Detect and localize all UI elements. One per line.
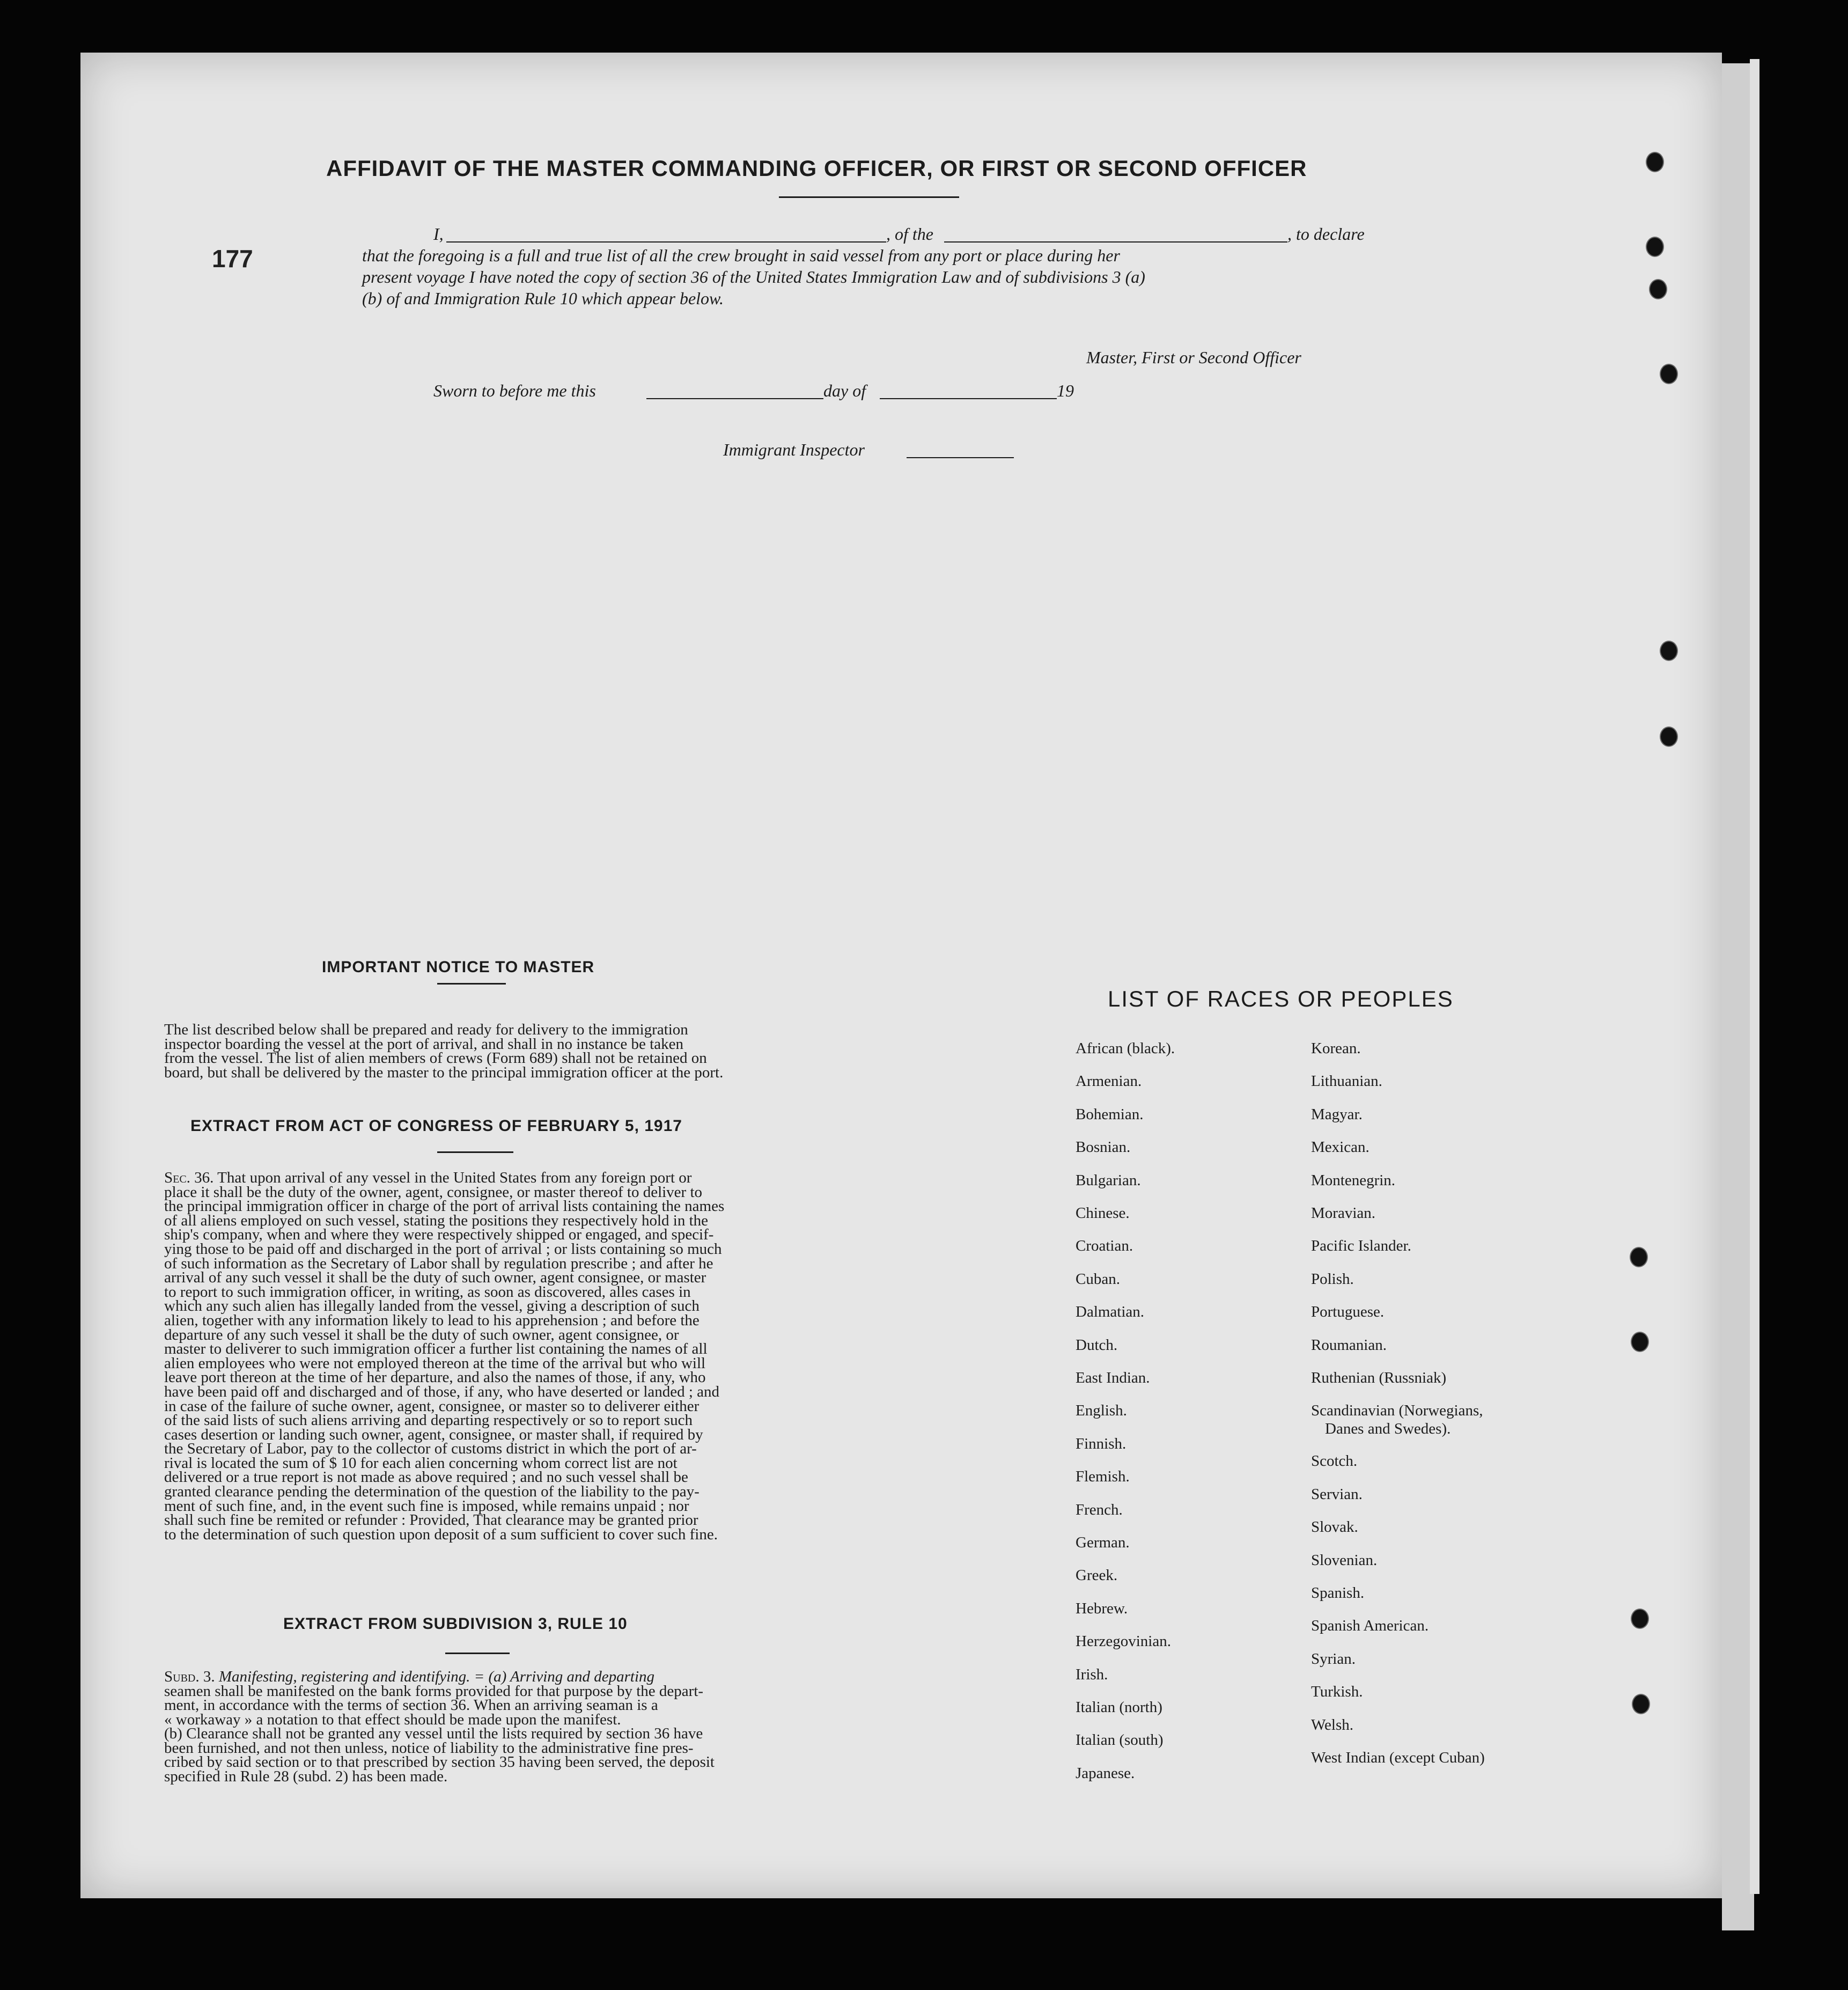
race-item: Finnish. <box>1076 1435 1127 1452</box>
race-item: Pacific Islander. <box>1311 1237 1411 1255</box>
race-item: Japanese. <box>1076 1764 1135 1782</box>
declarant-name-field[interactable] <box>446 241 886 243</box>
race-item: Lithuanian. <box>1311 1073 1382 1090</box>
sworn-day-field[interactable] <box>646 398 823 399</box>
race-item: Moravian. <box>1311 1205 1375 1222</box>
race-item: Spanish. <box>1311 1584 1365 1602</box>
race-item: Danes and Swedes). <box>1325 1420 1451 1438</box>
act-section-36: Sec. 36. That upon arrival of any vessel in the United States from any foreign port or place it shall be the duty of the owner, agent, consignee, or master thereof to deliver to the principal immigration officer in charge of the port of arrival lists containing the names of all aliens employed on such vessel, stating the positions they respectively hold in the ship's company, when and where they were respectively shipped or engaged, and specif- ying those to be paid off and discharged in the port of arrival ; or lists containing so much of such information as the Secretary of Labor shall by regulation prescribe ; and after he arrival of any such vessel it shall be the duty of such owner, agent consignee, or master to report to such immigration officer, in writing, as soon as discovered, alles cases in which any such alien has illegally landed from the vessel, giving a description of such alien, together with any information likely to lead to his apprehension ; and before the departure of any such vessel it shall be the duty of such owner, agent consignee, or master to deliverer to such immigration officer a further list containing the names of all alien employees who were not employed thereon at the time of the arrival but who will leave port thereon at the time of her departure, and also the names of those, if any, who have been paid off and discharged and of those, if any, who have deserted or landed ; and in case of the failure of suche owner, agent, consignee, or master so to deliverer either of the said lists of such aliens arriving and departing respectively or so to report such cases desertion or landing such owner, agent, consignee, or master shall, if required by the Secretary of Labor, pay to the collector of customs district in which the port of ar- rival is located the sum of $ 10 for each alien concerning whom correct list are not delivered or a true report is not made as above required ; and no such vessel shall be granted clearance pending the determination of the question of the liability to the pay- ment of such fine, and, in the event such fine is imposed, while remains unpaid ; nor shall such fine be remited or refunder : Provided, That clearance may be granted prior to the determination of such question upon deposit of a sum sufficient to cover such fine. <box>164 1169 725 1543</box>
race-item: Hebrew. <box>1076 1599 1128 1617</box>
notice-title: IMPORTANT NOTICE TO MASTER <box>322 958 595 976</box>
sworn-label: Sworn to before me this <box>433 381 596 400</box>
race-item: Servian. <box>1311 1485 1363 1503</box>
race-item: Spanish American. <box>1311 1617 1429 1635</box>
race-item: Syrian. <box>1311 1650 1356 1668</box>
page-number-stamp: 177 <box>212 245 253 273</box>
act-title: EXTRACT FROM ACT OF CONGRESS OF FEBRUARY 5, 1917 <box>190 1117 682 1135</box>
binder-hole <box>1631 1609 1649 1629</box>
page-edge-highlight <box>1750 59 1759 1894</box>
affidavit-line: present voyage I have noted the copy of section 36 of the United States Immigration Law and of subdivisions 3 (a) <box>362 267 1145 287</box>
inspector-label: Immigrant Inspector <box>723 440 865 459</box>
race-item: Polish. <box>1311 1270 1354 1288</box>
race-item: Korean. <box>1311 1040 1361 1057</box>
race-item: Croatian. <box>1076 1237 1133 1255</box>
inspector-signature-field[interactable] <box>907 457 1014 458</box>
binder-hole <box>1630 1247 1648 1267</box>
affidavit-title: AFFIDAVIT OF THE MASTER COMMANDING OFFICER, OR FIRST OR SECOND OFFICER <box>326 156 1307 181</box>
binder-hole <box>1631 1332 1649 1352</box>
page-edge <box>1722 63 1754 1930</box>
sworn-month-field[interactable] <box>880 398 1057 399</box>
vessel-name-field[interactable] <box>944 241 1287 243</box>
binder-hole <box>1660 726 1678 747</box>
race-item: Armenian. <box>1076 1073 1142 1090</box>
race-item: Mexican. <box>1311 1139 1370 1156</box>
races-title: LIST OF RACES OR PEOPLES <box>1108 986 1454 1011</box>
race-item: Slovenian. <box>1311 1551 1378 1569</box>
binder-hole <box>1632 1694 1650 1714</box>
race-item: Welsh. <box>1311 1716 1354 1734</box>
race-item: Ruthenian (Russniak) <box>1311 1369 1447 1386</box>
race-item: Montenegrin. <box>1311 1171 1396 1189</box>
race-item: Dutch. <box>1076 1336 1118 1354</box>
race-item: Flemish. <box>1076 1468 1130 1486</box>
race-item: Portuguese. <box>1311 1303 1385 1321</box>
rule-title: EXTRACT FROM SUBDIVISION 3, RULE 10 <box>283 1615 628 1633</box>
race-item: Greek. <box>1076 1567 1118 1584</box>
rule-underline <box>445 1653 510 1654</box>
declare-text: , to declare <box>1287 224 1365 244</box>
race-item: Bulgarian. <box>1076 1171 1141 1189</box>
title-underline <box>779 196 959 198</box>
race-item: Bosnian. <box>1076 1139 1131 1156</box>
race-item: Scandinavian (Norwegians, <box>1311 1402 1483 1420</box>
day-of-label: day of <box>823 381 866 400</box>
race-item: Scotch. <box>1311 1452 1358 1470</box>
declarant-label: I, <box>433 224 444 244</box>
binder-hole <box>1646 152 1664 172</box>
binder-hole <box>1646 237 1664 257</box>
race-item: Italian (south) <box>1076 1731 1164 1749</box>
race-item: Roumanian. <box>1311 1336 1387 1354</box>
race-item: Herzegovinian. <box>1076 1633 1171 1650</box>
year-label: 19 <box>1057 381 1074 400</box>
rule-subdivision-3: Subd. 3. Manifesting, registering and identifying. = (a) Arriving and departing seamen shall be manifested on the bank forms provided for that purpose by the depart- ment, in accordance with the terms of section 36. When an arriving seaman is a « workaway » a notation to that effect should be made upon the manifest. (b) Clearance shall not be granted any vessel until the lists required by section 36 have been furnished, and not then unless, notice of liability to the administrative fine pres- cribed by said section or to that prescribed by section 35 having been served, the deposit specified in Rule 28 (subd. 2) has been made. <box>164 1668 715 1785</box>
affidavit-line: that the foregoing is a full and true list of all the crew brought in said vessel from any port or place during her <box>362 246 1120 265</box>
master-signature-label: Master, First or Second Officer <box>1086 348 1301 367</box>
race-item: Dalmatian. <box>1076 1303 1145 1321</box>
race-item: English. <box>1076 1402 1127 1420</box>
affidavit-line: (b) of and Immigration Rule 10 which appear below. <box>362 289 724 308</box>
notice-paragraph: The list described below shall be prepared and ready for delivery to the immigration inspector boarding the vessel at the port of arrival, and shall in no instance be taken from the vessel. The list of alien members of crews (Form 689) shall not be retained on board, but shall be delivered by the master to the principal immigration officer at the port. <box>164 1021 724 1081</box>
vessel-label: , of the <box>886 224 933 244</box>
binder-hole <box>1660 364 1678 384</box>
notice-underline <box>437 983 506 985</box>
race-item: African (black). <box>1076 1040 1175 1057</box>
race-item: Irish. <box>1076 1665 1108 1683</box>
race-item: Magyar. <box>1311 1105 1363 1123</box>
race-item: Turkish. <box>1311 1683 1363 1701</box>
race-item: Bohemian. <box>1076 1105 1144 1123</box>
race-item: Italian (north) <box>1076 1699 1162 1716</box>
race-item: West Indian (except Cuban) <box>1311 1749 1485 1766</box>
race-item: German. <box>1076 1534 1130 1551</box>
race-item: French. <box>1076 1501 1123 1518</box>
race-item: Chinese. <box>1076 1205 1130 1222</box>
binder-hole <box>1660 641 1678 661</box>
binder-hole <box>1649 279 1667 299</box>
race-item: Slovak. <box>1311 1518 1358 1536</box>
race-item: Cuban. <box>1076 1270 1120 1288</box>
act-underline <box>437 1151 513 1153</box>
race-item: East Indian. <box>1076 1369 1150 1386</box>
